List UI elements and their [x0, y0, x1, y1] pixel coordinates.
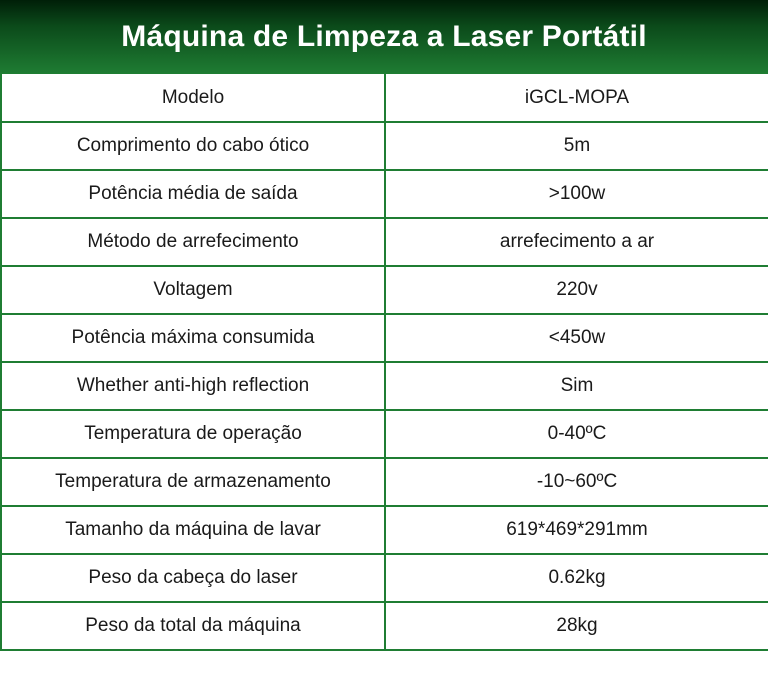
spec-label: Temperatura de armazenamento [1, 458, 385, 506]
table-row [1, 170, 768, 218]
table-row [1, 314, 768, 362]
spec-label: Modelo [1, 74, 385, 122]
table-row [1, 506, 768, 554]
spec-value: Sim [385, 362, 768, 410]
spec-label: Temperatura de operação [1, 410, 385, 458]
spec-value: >100w [385, 170, 768, 218]
table-row [1, 122, 768, 170]
spec-label: Tamanho da máquina de lavar [1, 506, 385, 554]
spec-label: Método de arrefecimento [1, 218, 385, 266]
spec-value: arrefecimento a ar [385, 218, 768, 266]
table-row [1, 602, 768, 650]
spec-value: 28kg [385, 602, 768, 650]
spec-table [0, 74, 768, 651]
table-row [1, 362, 768, 410]
spec-value: 220v [385, 266, 768, 314]
spec-label: Peso da total da máquina [1, 602, 385, 650]
spec-value: -10~60ºC [385, 458, 768, 506]
spec-label: Comprimento do cabo ótico [1, 122, 385, 170]
table-row [1, 74, 768, 122]
table-row [1, 410, 768, 458]
spec-value: 619*469*291mm [385, 506, 768, 554]
spec-label: Potência máxima consumida [1, 314, 385, 362]
spec-label: Peso da cabeça do laser [1, 554, 385, 602]
table-row [1, 266, 768, 314]
spec-label: Voltagem [1, 266, 385, 314]
spec-value: 0.62kg [385, 554, 768, 602]
table-row [1, 458, 768, 506]
spec-value: 0-40ºC [385, 410, 768, 458]
spec-header [0, 0, 768, 74]
spec-label: Potência média de saída [1, 170, 385, 218]
table-row [1, 554, 768, 602]
spec-value: iGCL-MOPA [385, 74, 768, 122]
spec-value: <450w [385, 314, 768, 362]
spec-value: 5m [385, 122, 768, 170]
page-title: Máquina de Limpeza a Laser Portátil [121, 20, 647, 53]
table-row [1, 218, 768, 266]
spec-label: Whether anti-high reflection [1, 362, 385, 410]
